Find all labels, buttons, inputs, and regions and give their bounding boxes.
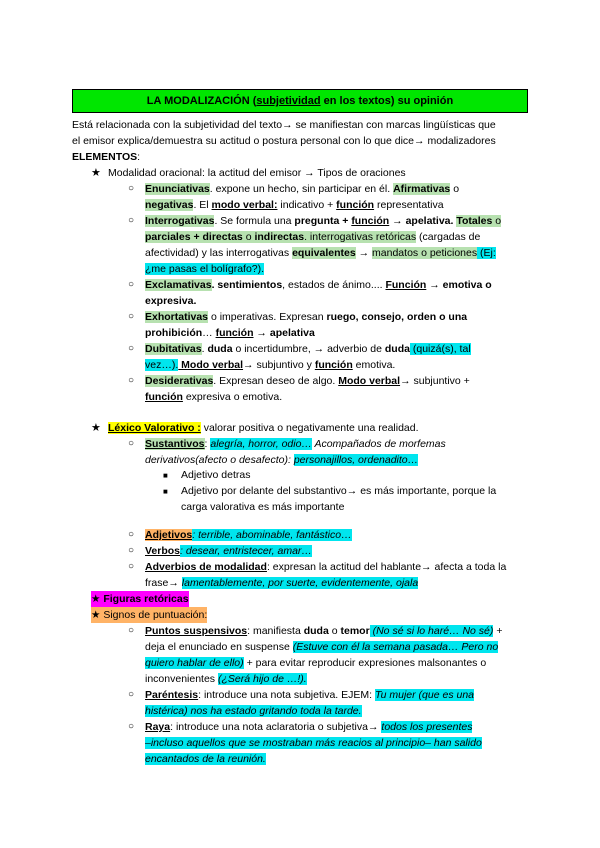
list-item-cont — [145, 703, 362, 719]
text: Signos de puntuación: — [100, 609, 208, 621]
list-item-cont — [145, 229, 480, 245]
list-item — [145, 181, 459, 197]
text: : introduce una nota aclaratoria o subjetiva→ — [170, 721, 382, 733]
section-figuras — [91, 591, 189, 607]
text: (Ej: — [477, 247, 496, 259]
text: : — [204, 438, 211, 450]
circle-bullet-icon: ○ — [128, 215, 135, 226]
circle-bullet-icon: ○ — [128, 545, 135, 556]
page-title — [72, 89, 528, 113]
list-item — [145, 719, 472, 735]
circle-bullet-icon: ○ — [128, 625, 135, 636]
list-item — [145, 527, 352, 543]
example: : terrible, abominable, fantástico… — [192, 529, 352, 541]
list-item-cont — [145, 452, 418, 468]
list-item — [145, 687, 474, 703]
term: prohibición — [145, 327, 203, 339]
term: expresiva. — [145, 295, 197, 307]
term: Verbos — [145, 545, 181, 557]
term: . sentimientos — [211, 279, 283, 291]
list-item — [145, 373, 470, 389]
section-signos — [91, 607, 207, 623]
list-item-cont — [145, 751, 266, 767]
text: o — [328, 625, 341, 637]
text: expresiva o emotiva. — [182, 391, 283, 403]
term: función — [351, 215, 390, 227]
list-item-cont — [145, 671, 307, 687]
list-item-cont — [145, 245, 496, 261]
term: Raya — [145, 721, 171, 733]
term: Función — [385, 279, 427, 291]
circle-bullet-icon: ○ — [128, 561, 135, 572]
text: → — [355, 247, 373, 259]
list-item-cont — [145, 325, 315, 341]
circle-bullet-icon: ○ — [128, 279, 135, 290]
list-item-cont — [145, 389, 282, 405]
text: (quizá(s), tal — [409, 343, 471, 355]
list-item — [145, 559, 506, 575]
text: frase→ — [145, 577, 182, 589]
term: Desiderativas — [145, 375, 214, 387]
term: Exhortativas — [145, 311, 209, 323]
term: indirectas — [254, 231, 305, 243]
example: todos los presentes — [381, 721, 473, 733]
term: Léxico Valorativo : — [108, 422, 201, 434]
text: : manifiesta — [247, 625, 304, 637]
title-underlined: subjetividad — [256, 95, 321, 107]
text: o — [242, 231, 255, 243]
text: (cargadas de — [416, 231, 481, 243]
circle-bullet-icon: ○ — [128, 375, 135, 386]
intro-line: Está relacionada con la subjetividad del texto→ se manifiestan con marcas lingüísticas que — [72, 119, 496, 131]
circle-bullet-icon: ○ — [128, 529, 135, 540]
text: → subjuntivo + — [400, 375, 470, 387]
term: función — [215, 327, 254, 339]
example: –incluso aquellos que se mostraban más reacios al principio– han salido — [145, 737, 482, 749]
text: Acompañados de morfemas — [311, 438, 446, 450]
section-lexico — [108, 420, 419, 436]
circle-bullet-icon: ○ — [128, 343, 135, 354]
list-item-cont — [145, 639, 498, 655]
text: : expresan la actitud del hablante→ afecta a toda la — [266, 561, 507, 573]
example: encantados de la reunión. — [145, 753, 266, 765]
list-item-cont — [145, 261, 264, 277]
example: : desear, entristecer, amar… — [180, 545, 312, 557]
text: o imperativas. Expresan — [208, 311, 327, 323]
term: Dubitativas — [145, 343, 202, 355]
elementos-heading: ELEMENTOS: — [72, 151, 141, 163]
term: negativas — [145, 199, 194, 211]
circle-bullet-icon: ○ — [128, 438, 135, 449]
term: temor — [340, 625, 370, 637]
text: . Expresan deseo de algo. — [213, 375, 339, 387]
text: → subjuntivo y — [243, 359, 315, 371]
list-item-cont — [145, 735, 482, 751]
list-item — [145, 309, 467, 325]
elementos-label: ELEMENTOS — [72, 151, 138, 163]
square-bullet-icon: ■ — [163, 487, 168, 496]
example: Tu mujer (que es una — [374, 689, 475, 701]
list-item-cont — [145, 357, 395, 373]
text: , estados de ánimo.... — [282, 279, 386, 291]
example: (¿Será hijo de …!). — [217, 673, 307, 685]
list-item-cont — [145, 655, 486, 671]
term: Totales — [456, 215, 493, 227]
text: . Se formula una — [214, 215, 295, 227]
term: Afirmativas — [393, 183, 451, 195]
list-item — [145, 623, 502, 639]
term: Sustantivos — [145, 438, 205, 450]
star-bullet-icon: ★ — [91, 167, 101, 179]
term: Modo verbal — [338, 375, 401, 387]
text: representativa — [374, 199, 444, 211]
text: . interrogativas retóricas — [304, 231, 417, 243]
text: mandatos o peticiones — [372, 247, 478, 259]
text: + para evitar reproducir expresiones malsonantes o — [243, 657, 487, 669]
text: derivativos(afecto o desafecto): — [145, 454, 294, 466]
term: → apelativa. — [389, 215, 457, 227]
intro-line: el emisor explica/demuestra su actitud o postura personal con lo que dice→ modalizadores — [72, 135, 496, 147]
term: parciales + directas — [145, 231, 243, 243]
list-item — [145, 436, 446, 452]
term: Interrogativas — [145, 215, 215, 227]
star-bullet-icon: ★ — [91, 422, 101, 434]
example: alegría, horror, odio… — [210, 438, 312, 450]
circle-bullet-icon: ○ — [128, 721, 135, 732]
list-item — [145, 543, 312, 559]
term: Adverbios de modalidad — [145, 561, 267, 573]
square-bullet-icon: ■ — [163, 471, 168, 480]
term: → apelativa — [253, 327, 315, 339]
circle-bullet-icon: ○ — [128, 689, 135, 700]
term: pregunta + — [294, 215, 352, 227]
term: Exclamativas — [145, 279, 212, 291]
sub-list-item: Adjetivo detras — [181, 469, 251, 481]
text: . expone un hecho, sin participar en él. — [209, 183, 394, 195]
text: o incertidumbre, → adverbio de — [232, 343, 385, 355]
text: o — [492, 215, 502, 227]
text: . El — [193, 199, 212, 211]
example: quiero hablar de ello) — [145, 657, 244, 669]
term: Adjetivos — [145, 529, 193, 541]
example: histérica) nos ha estado gritando toda la tarde. — [145, 705, 362, 717]
example: lamentablemente, por suerte, evidentemente, ojala — [181, 577, 419, 589]
text: + — [493, 625, 503, 637]
term: duda — [303, 625, 329, 637]
list-item-cont — [145, 293, 196, 309]
example: (Estuve con él la semana pasada… Pero no — [292, 641, 499, 653]
term: función — [314, 359, 353, 371]
term: función — [336, 199, 375, 211]
list-item-cont — [145, 575, 418, 591]
list-item — [145, 213, 501, 229]
circle-bullet-icon: ○ — [128, 183, 135, 194]
term: Modo verbal — [178, 359, 244, 371]
term: → emotiva o — [426, 279, 492, 291]
text: emotiva. — [352, 359, 396, 371]
text: indicativo + — [277, 199, 337, 211]
text: afectividad) y las interrogativas — [145, 247, 293, 259]
sub-list-item: Adjetivo por delante del substantivo→ es más importante, porque la — [181, 485, 497, 497]
term: ruego, consejo, orden o una — [326, 311, 468, 323]
list-item — [145, 277, 492, 293]
text: . — [201, 343, 208, 355]
circle-bullet-icon: ○ — [128, 311, 135, 322]
text: … — [202, 327, 216, 339]
term: Figuras retóricas — [100, 593, 189, 605]
term: duda — [384, 343, 410, 355]
title-part: en los textos) su opinión — [320, 95, 454, 107]
term: Puntos suspensivos — [145, 625, 248, 637]
list-item-cont — [145, 197, 444, 213]
text: ¿me pasas el bolígrafo?). — [145, 263, 265, 275]
star-bullet-icon: ★ — [91, 593, 101, 605]
text: vez…). — [145, 359, 179, 371]
title-part: LA MODALIZACIÓN ( — [146, 95, 257, 107]
term: duda — [207, 343, 233, 355]
example: (No sé si lo haré… No sé) — [369, 625, 494, 637]
term: Enunciativas — [145, 183, 210, 195]
example: personajillos, ordenadito… — [293, 454, 419, 466]
term: función — [145, 391, 183, 403]
section-modalidad: Modalidad oracional: la actitud del emisor → Tipos de oraciones — [108, 167, 406, 179]
text: : introduce una nota subjetiva. EJEM: — [198, 689, 375, 701]
sub-list-item-cont: carga valorativa es más importante — [181, 501, 345, 513]
text: inconvenientes — [145, 673, 218, 685]
text: valorar positiva o negativamente una realidad. — [200, 422, 419, 434]
star-bullet-icon: ★ — [91, 609, 101, 621]
term: equivalentes — [292, 247, 356, 259]
list-item — [145, 341, 471, 357]
term: Paréntesis — [145, 689, 199, 701]
text: deja el enunciado en suspense — [145, 641, 293, 653]
term: modo verbal: — [211, 199, 278, 211]
text: o — [450, 183, 460, 195]
